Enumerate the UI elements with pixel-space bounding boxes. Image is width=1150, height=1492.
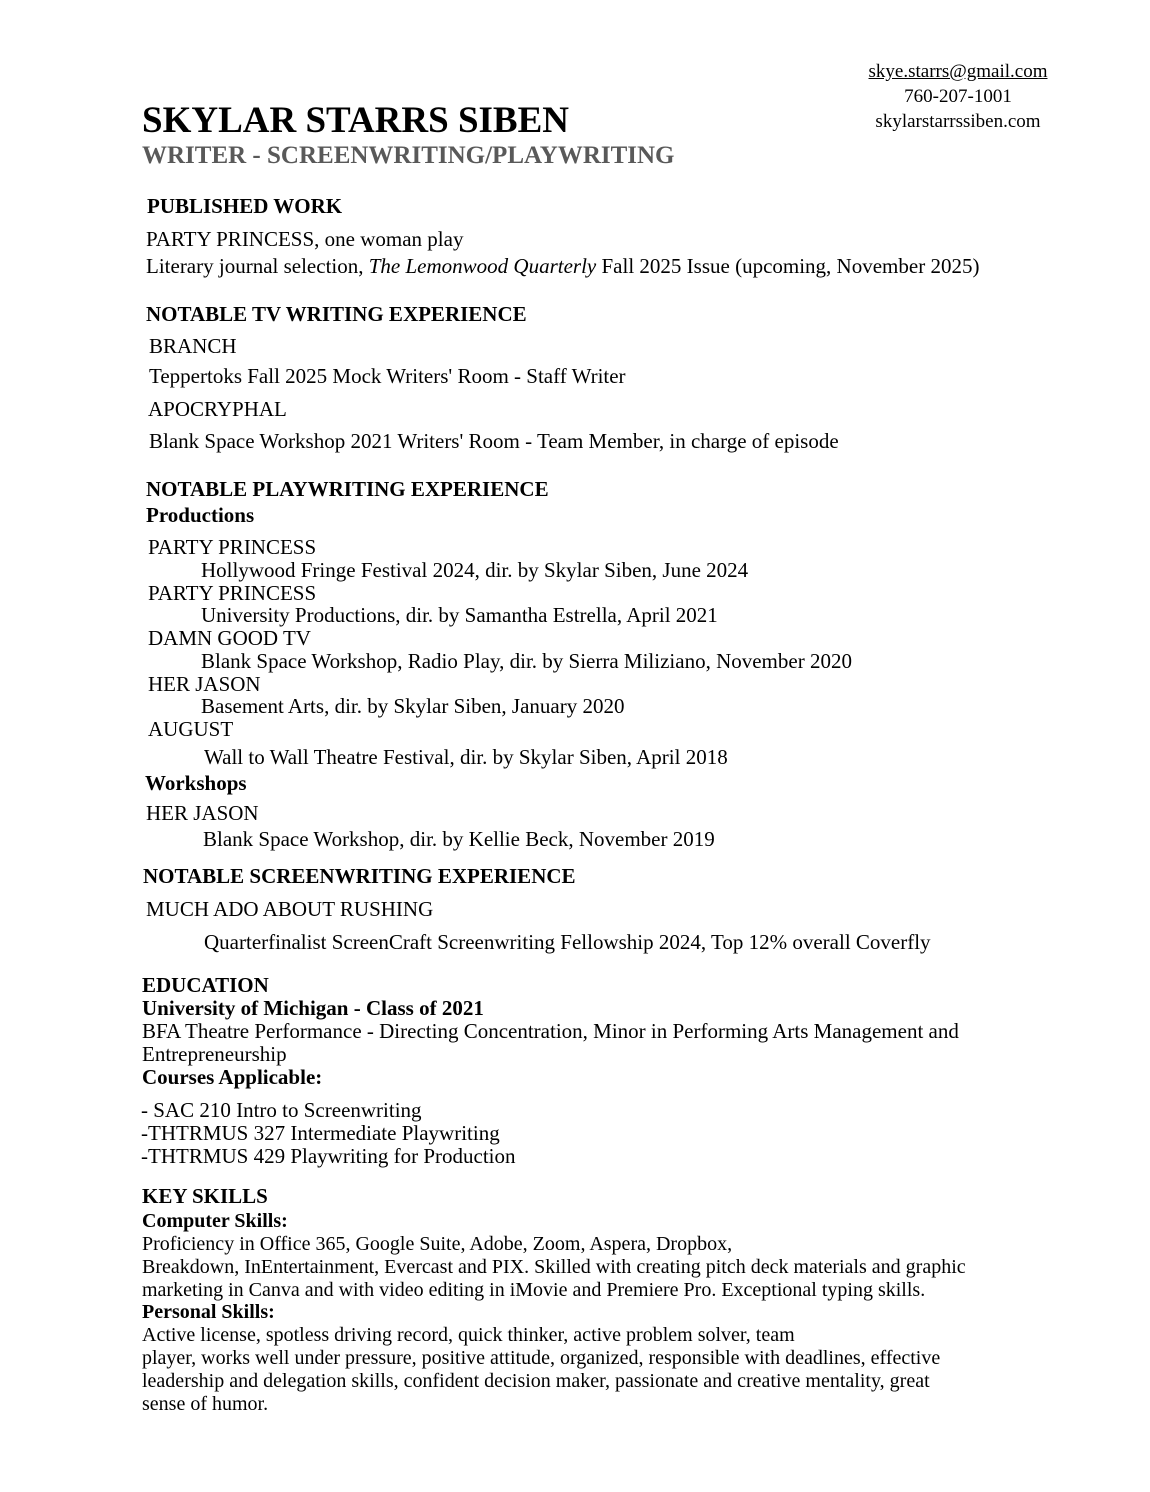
phone: 760-207-1001 (904, 86, 1012, 107)
computer-skills-label: Computer Skills: (142, 1210, 288, 1232)
entry-detail: Teppertoks Fall 2025 Mock Writers' Room - Staff Writer (149, 364, 626, 388)
courses-label: Courses Applicable: (142, 1065, 323, 1089)
entry-detail: University Productions, dir. by Samantha Estrella, April 2021 (201, 603, 718, 627)
degree-line: BFA Theatre Performance - Directing Concentration, Minor in Performing Arts Management and (142, 1019, 959, 1043)
section-heading-education: EDUCATION (142, 973, 269, 997)
subtitle: WRITER - SCREENWRITING/PLAYWRITING (142, 142, 675, 169)
course-item: -THTRMUS 327 Intermediate Playwriting (141, 1121, 500, 1145)
website: skylarstarrssiben.com (875, 111, 1041, 132)
entry-detail: Hollywood Fringe Festival 2024, dir. by Skylar Siben, June 2024 (201, 558, 749, 582)
skills-line: Breakdown, InEntertainment, Evercast and PIX. Skilled with creating pitch deck materials and graphic (142, 1256, 966, 1278)
personal-skills-label: Personal Skills: (142, 1301, 275, 1323)
skills-line: player, works well under pressure, positive attitude, organized, responsible with deadlines, effective (142, 1347, 941, 1369)
skills-line: Active license, spotless driving record, quick thinker, active problem solver, team (142, 1324, 795, 1346)
entry-title: AUGUST (148, 717, 234, 741)
entry-detail: Wall to Wall Theatre Festival, dir. by Skylar Siben, April 2018 (204, 745, 728, 769)
published-line: PARTY PRINCESS, one woman play (146, 227, 464, 251)
subheading-productions: Productions (146, 503, 255, 527)
text: Fall 2025 Issue (upcoming, November 2025) (596, 254, 980, 278)
subheading-workshops: Workshops (145, 771, 247, 795)
email-link[interactable]: skye.starrs@gmail.com (868, 61, 1048, 82)
skills-line: leadership and delegation skills, confident decision maker, passionate and creative mentality, great (142, 1370, 930, 1392)
entry-title: PARTY PRINCESS (148, 581, 317, 605)
entry-title: HER JASON (148, 672, 261, 696)
entry-title: BRANCH (149, 334, 237, 358)
journal-title: The Lemonwood Quarterly (368, 254, 597, 278)
section-heading-published: PUBLISHED WORK (147, 194, 343, 218)
skills-line: marketing in Canva and with video editing in iMovie and Premiere Pro. Exceptional typing skills. (142, 1279, 926, 1301)
skills-line: Proficiency in Office 365, Google Suite, Adobe, Zoom, Aspera, Dropbox, (142, 1233, 733, 1255)
section-heading-playwriting: NOTABLE PLAYWRITING EXPERIENCE (146, 477, 549, 501)
entry-detail: Blank Space Workshop, dir. by Kellie Beck, November 2019 (203, 827, 715, 851)
published-line (146, 254, 979, 278)
school: University of Michigan - Class of 2021 (142, 996, 484, 1020)
entry-detail: Blank Space Workshop 2021 Writers' Room - Team Member, in charge of episode (149, 429, 839, 453)
skills-line: sense of humor. (142, 1393, 269, 1415)
entry-title: PARTY PRINCESS (148, 535, 317, 559)
entry-title: APOCRYPHAL (148, 397, 287, 421)
entry-title: MUCH ADO ABOUT RUSHING (146, 897, 434, 921)
page-title: SKYLAR STARRS SIBEN (142, 100, 569, 141)
section-heading-skills: KEY SKILLS (142, 1184, 268, 1208)
entry-detail: Blank Space Workshop, Radio Play, dir. by Sierra Miliziano, November 2020 (201, 649, 852, 673)
entry-detail: Quarterfinalist ScreenCraft Screenwriting Fellowship 2024, Top 12% overall Coverfly (204, 930, 931, 954)
course-item: - SAC 210 Intro to Screenwriting (141, 1098, 422, 1122)
degree-line: Entrepreneurship (142, 1042, 287, 1066)
entry-detail: Basement Arts, dir. by Skylar Siben, January 2020 (201, 694, 625, 718)
section-heading-screenwriting: NOTABLE SCREENWRITING EXPERIENCE (143, 864, 576, 888)
entry-title: DAMN GOOD TV (148, 626, 311, 650)
text: Literary journal selection, (146, 254, 369, 278)
course-item: -THTRMUS 429 Playwriting for Production (141, 1144, 516, 1168)
section-heading-tv: NOTABLE TV WRITING EXPERIENCE (146, 302, 527, 326)
entry-title: HER JASON (146, 801, 259, 825)
